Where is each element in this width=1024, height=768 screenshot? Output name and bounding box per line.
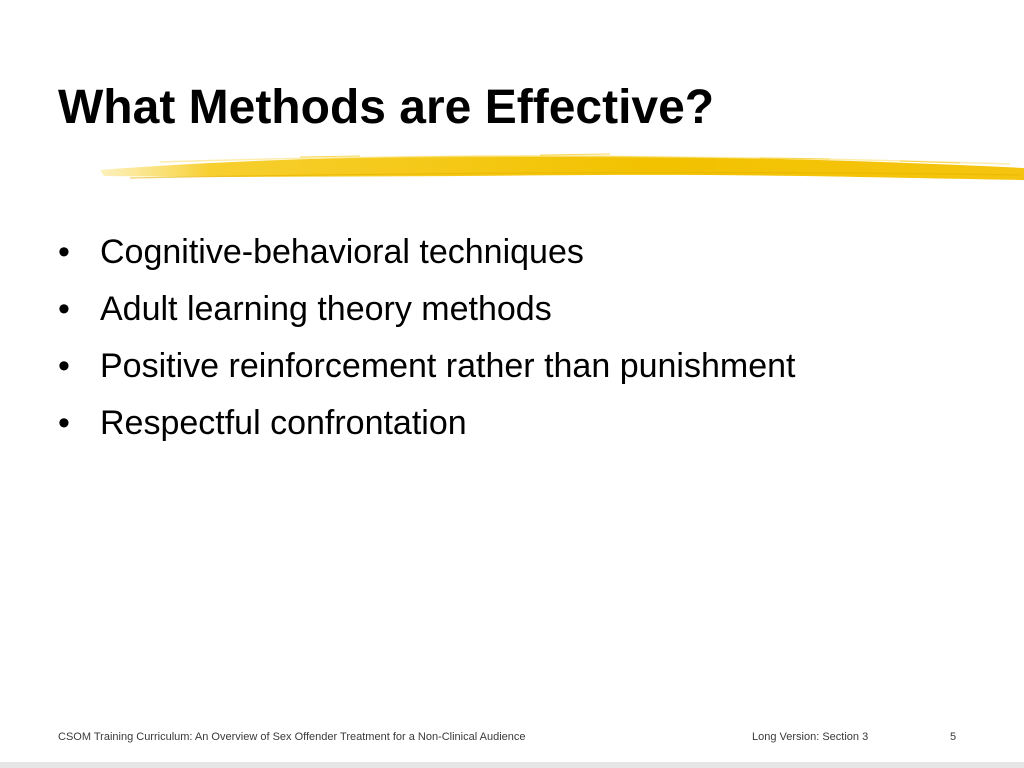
highlighter-brush-stroke <box>0 148 1024 188</box>
bullet-marker: • <box>58 233 70 271</box>
bullet-item <box>58 281 795 338</box>
bullet-item <box>58 395 795 452</box>
bullet-text: Adult learning theory methods <box>100 290 552 328</box>
footer-section-text: Long Version: Section 3 <box>752 731 869 743</box>
bullet-text: Respectful confrontation <box>100 404 467 442</box>
footer-curriculum-text: CSOM Training Curriculum: An Overview of Sex Offender Treatment for a Non-Clinical Audience <box>58 731 526 743</box>
bullet-item <box>58 338 795 395</box>
bullet-text: Positive reinforcement rather than punishment <box>100 347 796 385</box>
bullet-marker: • <box>58 347 70 385</box>
bullet-marker: • <box>58 290 70 328</box>
bullet-item <box>58 224 795 281</box>
bullet-marker: • <box>58 404 70 442</box>
bullet-list <box>58 224 795 452</box>
bottom-divider <box>0 762 1024 768</box>
slide-title: What Methods are Effective? <box>58 81 715 134</box>
bullet-text: Cognitive-behavioral techniques <box>100 233 584 271</box>
footer-page-number: 5 <box>950 731 957 743</box>
